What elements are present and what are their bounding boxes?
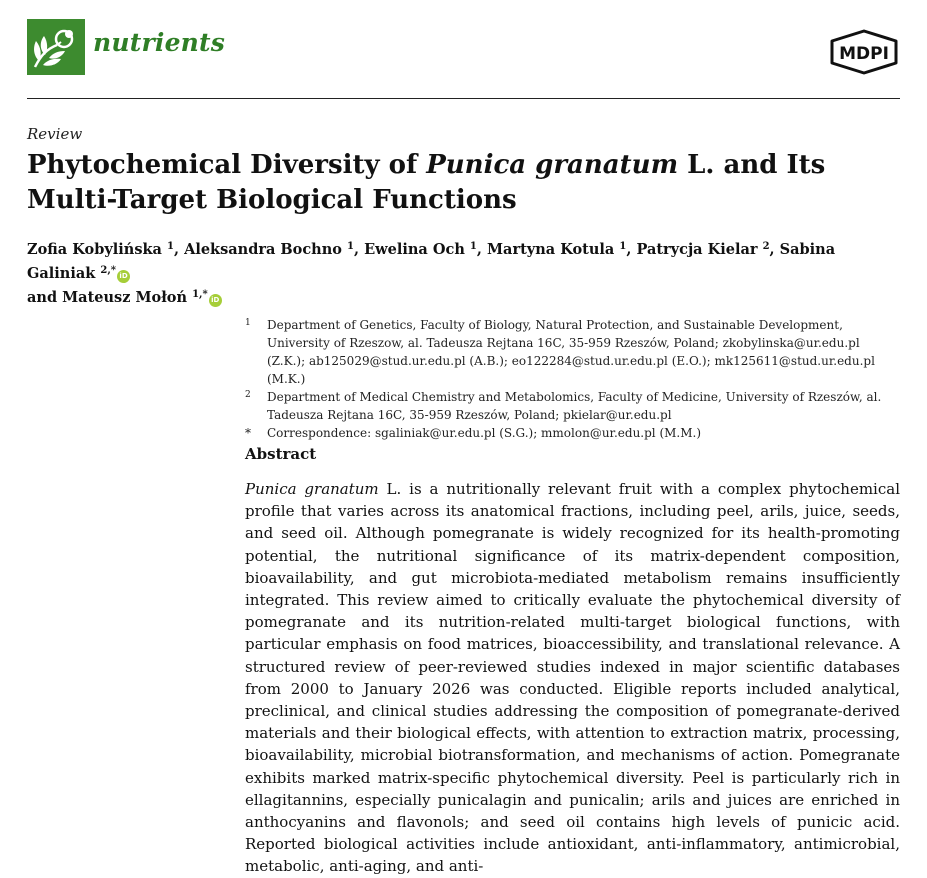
author <box>184 241 354 258</box>
abstract-text <box>245 478 900 878</box>
header-divider <box>27 98 900 99</box>
author-affiliation-mark: 1 <box>619 241 627 252</box>
orcid-icon[interactable]: iD <box>117 270 130 283</box>
orcid-icon[interactable]: iD <box>209 294 222 307</box>
abstract-body: L. is a nutritionally relevant fruit with a complex phytochemical profile that varies across its anatomical fractions, including peel, arils, juice, seeds, and seed oil. Although pomegranate is widely recognized for its health-promoting potential, the nutritional significance of its matrix-dependent composition, bioavailability, and gut microbiota-mediated metabolism remains insufficiently integrated. This review aimed to critically evaluate the phytochemical diversity of pomegranate and its nutrition-related multi-target biological functions, with particular emphasis on food matrices, bioaccessibility, and translational relevance. A structured review of peer-reviewed studies indexed in major scientific databases from 2000 to January 2026 was conducted. Eligible reports included analytical, preclinical, and clinical studies addressing the composition of pomegranate-derived materials and their biological effects, with attention to extraction matrix, processing, bioavailability, microbial biotransformation, and mechanisms of action. Pomegranate exhibits marked matrix-specific phytochemical diversity. Peel is particularly rich in ellagitannins, especially punicalagin and punicalin; arils and juices are enriched in anthocyanins and flavonols; and seed oil contains high levels of punicic acid. Reported biological activities include antioxidant, anti-inflammatory, antimicrobial, metabolic, anti-aging, and anti- <box>245 480 900 876</box>
affiliation-mark: * <box>245 426 251 440</box>
author-affiliation-mark: 1 <box>167 241 174 252</box>
author <box>364 241 477 258</box>
author-affiliation-mark: 1 <box>469 241 477 252</box>
author-affiliation-mark: 2 <box>762 241 770 252</box>
author-name: and Mateusz Mołoń <box>27 289 187 306</box>
mdpi-logo <box>828 29 900 75</box>
nutrients-leaf-logo-icon <box>27 19 85 75</box>
article-type: Review <box>27 125 83 143</box>
affiliation-text: Department of Genetics, Faculty of Biology, Natural Protection, and Sustainable Development, University of Rzeszow, al. Tadeusza Rejtana 16C, 35-959 Rzeszów, Poland; zkobylinska@ur.edu.pl (Z.K.); ab125029@stud.ur.edu.pl (A.B.); eo122284@stud.ur.edu.pl (E.O.); mk125611@stud.ur.edu.pl (M.K.) <box>267 318 875 386</box>
affiliation-item <box>245 424 900 442</box>
author <box>27 289 222 306</box>
affiliation-item <box>245 316 900 388</box>
affiliation-text: Department of Medical Chemistry and Metabolomics, Faculty of Medicine, University of Rzeszów, al. Tadeusza Rejtana 16C, 35-959 Rzeszów, Poland; pkielar@ur.edu.pl <box>267 390 882 422</box>
journal-name: nutrients <box>93 28 226 57</box>
affiliation-mark: 1 <box>245 318 251 328</box>
author-name: Martyna Kotula <box>487 241 615 258</box>
abstract-heading: Abstract <box>245 445 317 463</box>
affiliation-text: Correspondence: sgaliniak@ur.edu.pl (S.G.); mmolon@ur.edu.pl (M.M.) <box>267 426 702 440</box>
affiliations <box>245 316 900 442</box>
author-affiliation-mark: 1 <box>347 241 354 252</box>
publisher-name: MDPI <box>839 44 889 64</box>
affiliation-item <box>245 388 900 424</box>
article-title: Phytochemical Diversity of Punica granatum L. and Its Multi-Target Biological Functions <box>27 150 826 215</box>
journal-logo <box>27 19 85 75</box>
author-name: Zofia Kobylińska <box>27 241 162 258</box>
author-affiliation-mark: 2,* <box>100 265 117 276</box>
author-name: Patrycja Kielar <box>636 241 758 258</box>
author-name: Sabina Galiniak <box>27 241 836 282</box>
author <box>27 241 174 258</box>
author-name: Ewelina Och <box>364 241 465 258</box>
abstract-lead-species: Punica granatum <box>245 480 379 498</box>
author <box>636 241 769 258</box>
author <box>487 241 626 258</box>
author-affiliation-mark: 1,* <box>192 289 208 300</box>
affiliation-mark: 2 <box>245 390 251 400</box>
author-list: Zofia Kobylińska $^1$, Aleksandra Bochno $^1$, Ewelina Och $^1$, Martyna Kotula $^1$, Patrycja Kielar $^2$, Sabina Galiniak $^{2,*}$ iD and Mateusz Mołoń $^{1,*}$ iD <box>27 241 836 306</box>
author-name: Aleksandra Bochno <box>184 241 342 258</box>
